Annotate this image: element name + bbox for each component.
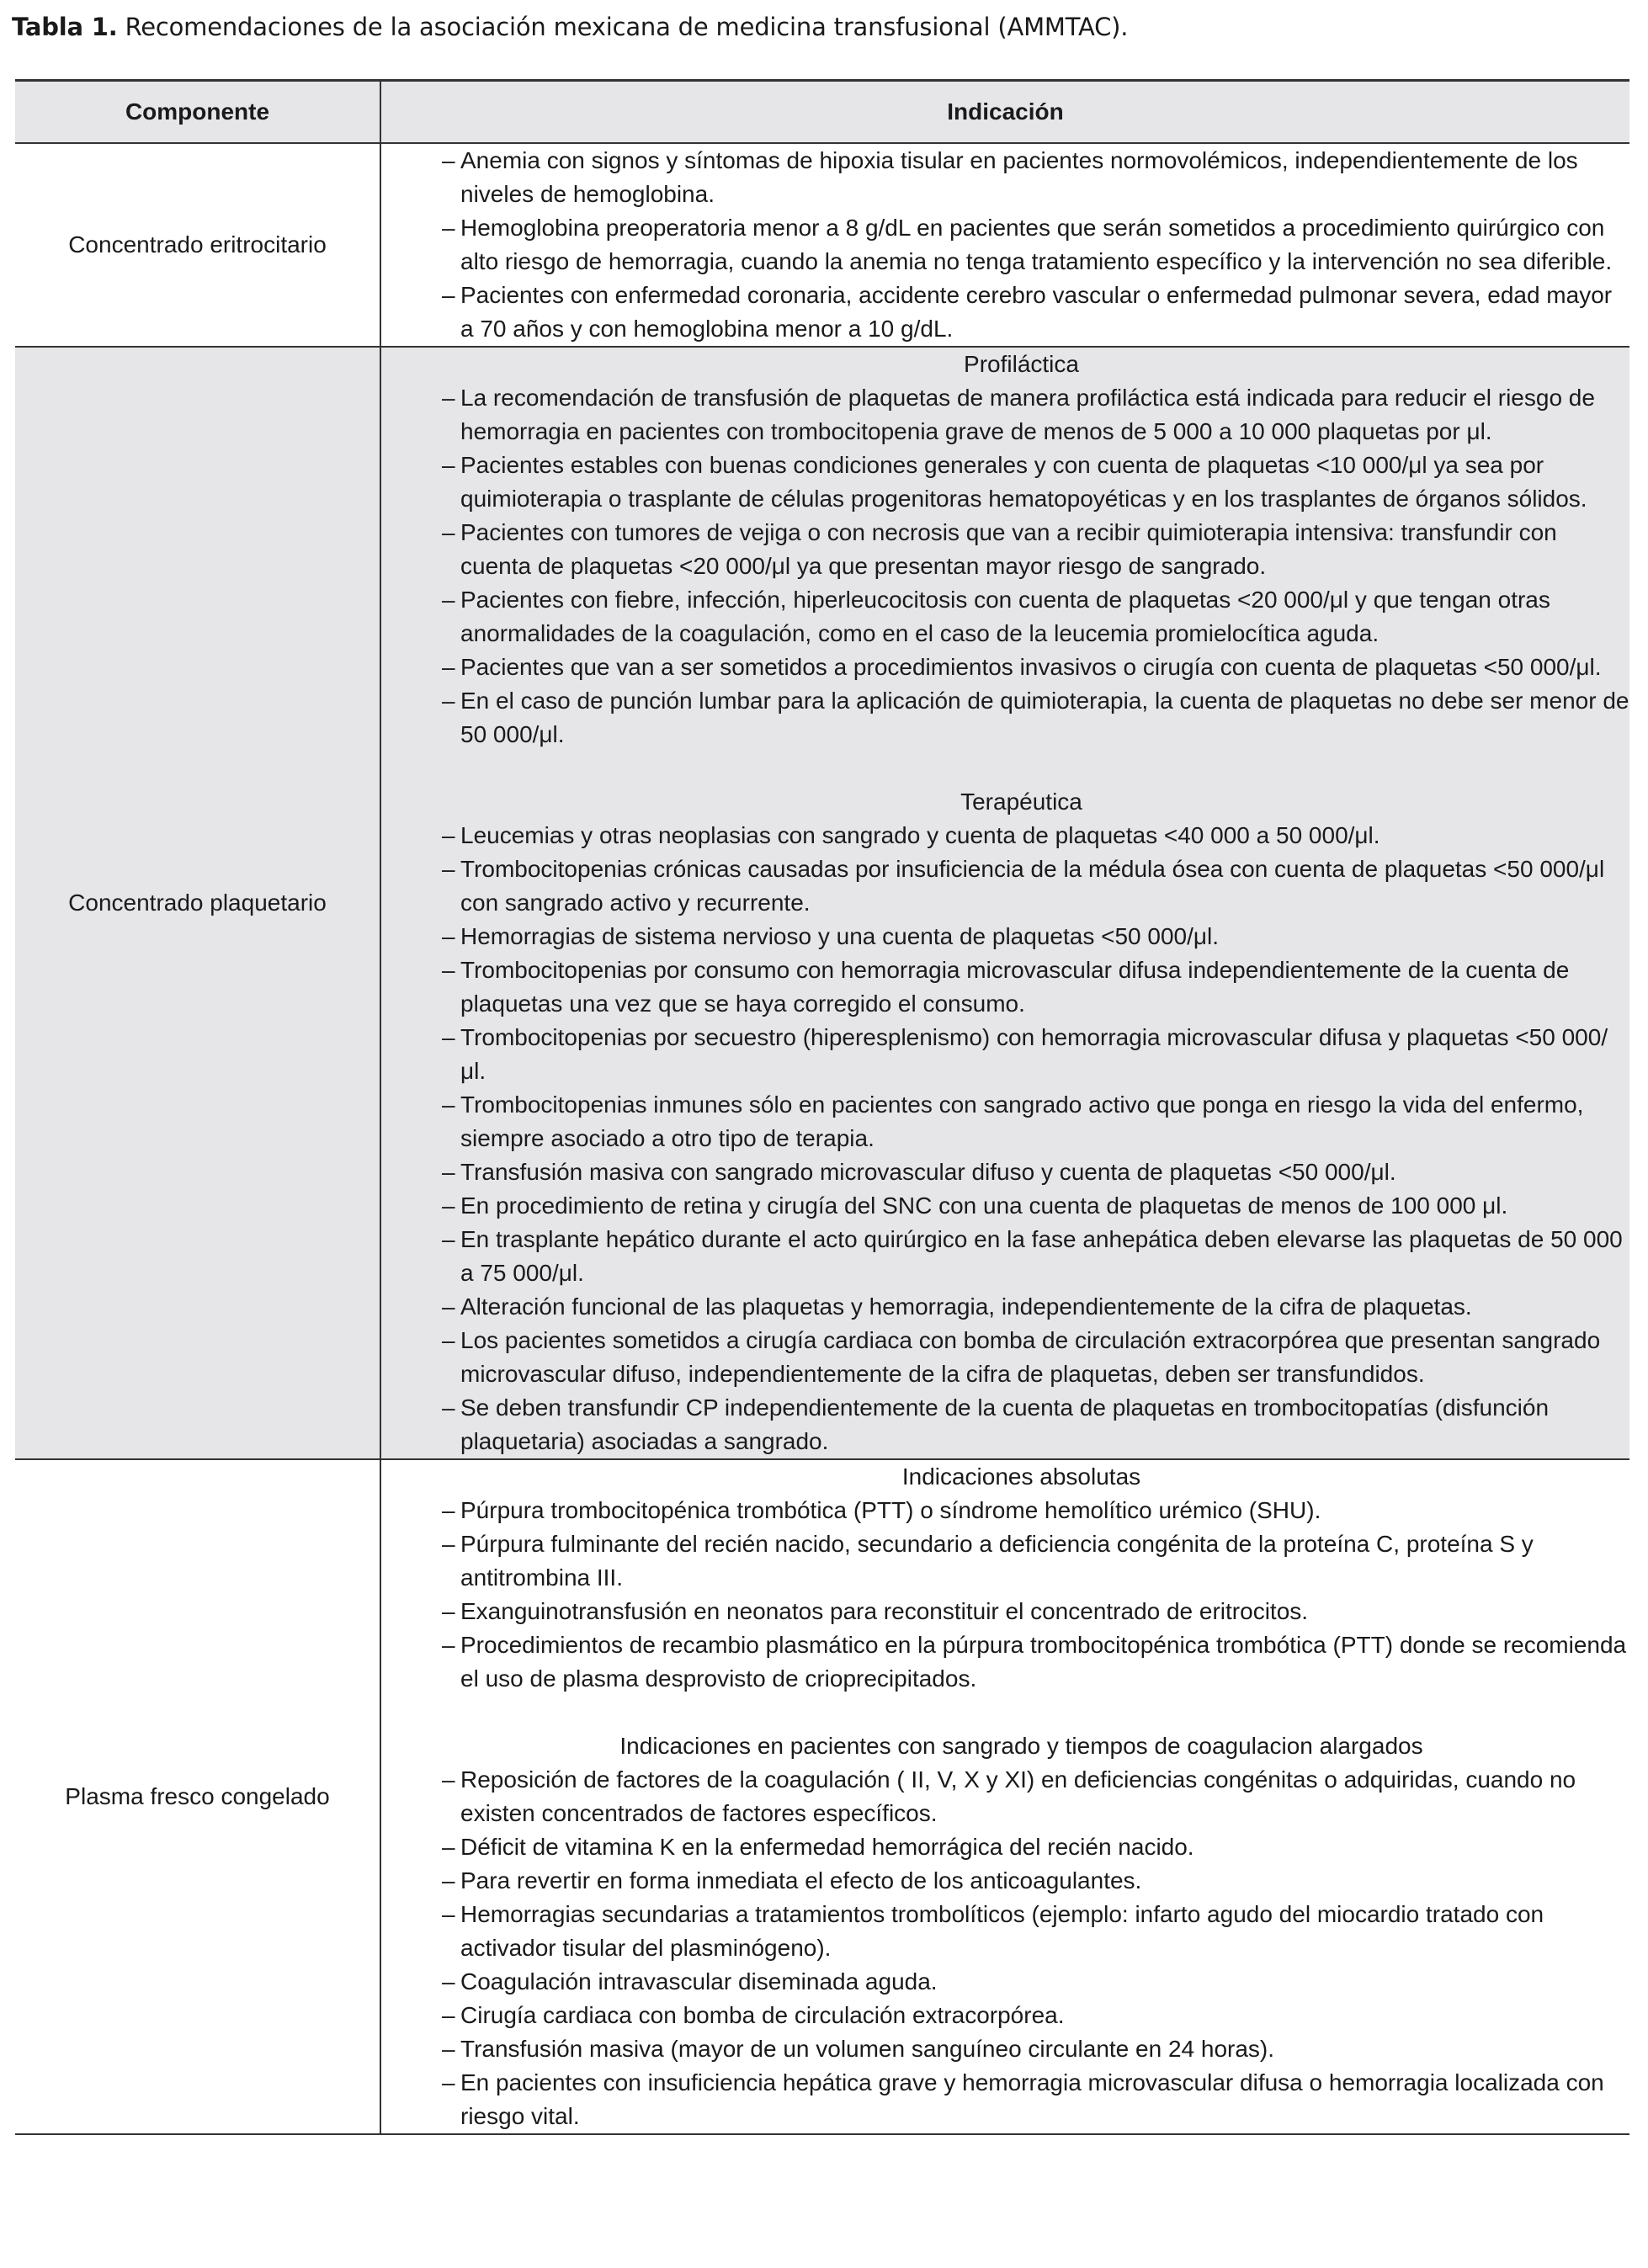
bullet-dash: – [442, 452, 455, 478]
indication-list [381, 381, 1629, 752]
list-item [381, 1391, 1629, 1458]
group-title: Profiláctica [964, 351, 1079, 377]
item-text: Alteración funcional de las plaquetas y hemorragia, independientemente de la cifra de plaquetas. [460, 1293, 1472, 1320]
list-item [381, 1088, 1629, 1155]
list-item [381, 1864, 1629, 1898]
item-text: Pacientes con tumores de vejiga o con necrosis que van a recibir quimioterapia intensiva: transfundir con cuenta de plaquetas <20 000/μl ya que presentan mayor riesgo de sangrado. [460, 519, 1557, 579]
indication-cell [380, 1459, 1629, 2134]
indication-cell [380, 347, 1629, 1459]
indication-list [381, 1494, 1629, 1696]
list-item [381, 1965, 1629, 1999]
bullet-dash: – [442, 923, 455, 949]
list-item [381, 1155, 1629, 1189]
group-title: Indicaciones en pacientes con sangrado y tiempos de coagulacion alargados [619, 1733, 1423, 1759]
indication-list [381, 1763, 1629, 2133]
list-item [381, 684, 1629, 752]
bullet-dash: – [442, 2069, 455, 2095]
indication-cell [380, 143, 1629, 347]
list-item [381, 819, 1629, 852]
item-text: Reposición de factores de la coagulación ( II, V, X y XI) en deficiencias congénitas o adquiridas, cuando no existen concentrados de factores específicos. [460, 1766, 1576, 1826]
item-text: Para revertir en forma inmediata el efecto de los anticoagulantes. [460, 1867, 1142, 1894]
bullet-dash: – [442, 1632, 455, 1658]
item-text: Transfusión masiva (mayor de un volumen sanguíneo circulante en 24 horas). [460, 2036, 1275, 2062]
list-item [381, 583, 1629, 651]
list-item [381, 920, 1629, 953]
indication-group [381, 348, 1629, 752]
group-title: Terapéutica [960, 789, 1082, 815]
item-text: Los pacientes sometidos a cirugía cardiaca con bomba de circulación extracorpórea que presentan sangrado microvascular difuso, independientemente de la cifra de plaquetas, deben ser transfundidos. [460, 1327, 1601, 1387]
list-item [381, 1021, 1629, 1088]
indication-list [381, 819, 1629, 1458]
table-body [15, 143, 1629, 2134]
bullet-dash: – [442, 1598, 455, 1624]
item-text: Anemia con signos y síntomas de hipoxia tisular en pacientes normovolémicos, independientemente de los niveles de hemoglobina. [460, 147, 1578, 207]
list-item [381, 1763, 1629, 1830]
bullet-dash: – [442, 215, 455, 241]
list-item [381, 381, 1629, 449]
list-item [381, 1290, 1629, 1324]
list-item [381, 1223, 1629, 1290]
item-text: Púrpura fulminante del recién nacido, secundario a deficiencia congénita de la proteína C, proteína S y antitrombina III. [460, 1531, 1534, 1591]
caption-label: Tabla 1. [12, 13, 118, 41]
list-item [381, 2066, 1629, 2133]
indication-group [381, 1460, 1629, 1696]
item-text: En procedimiento de retina y cirugía del SNC con una cuenta de plaquetas de menos de 100 000 μl. [460, 1192, 1508, 1219]
list-item [381, 1494, 1629, 1527]
bullet-dash: – [442, 1766, 455, 1793]
bullet-dash: – [442, 1226, 455, 1252]
list-item [381, 1830, 1629, 1864]
bullet-dash: – [442, 957, 455, 983]
item-text: Leucemias y otras neoplasias con sangrado y cuenta de plaquetas <40 000 a 50 000/μl. [460, 822, 1380, 848]
indication-group [381, 144, 1629, 346]
list-item [381, 1189, 1629, 1223]
bullet-dash: – [442, 2036, 455, 2062]
bullet-dash: – [442, 587, 455, 613]
bullet-dash: – [442, 856, 455, 882]
recommendations-table [15, 79, 1629, 2135]
bullet-dash: – [442, 1867, 455, 1894]
item-text: Púrpura trombocitopénica trombótica (PTT) o síndrome hemolítico urémico (SHU). [460, 1497, 1321, 1523]
component-cell: Concentrado plaquetario [15, 347, 380, 1459]
indication-group [381, 785, 1629, 1458]
list-item [381, 279, 1629, 346]
item-text: Trombocitopenias crónicas causadas por insuficiencia de la médula ósea con cuenta de plaquetas <50 000/μl con sangrado activo y recurrente. [460, 856, 1605, 916]
list-item [381, 449, 1629, 516]
indication-group [381, 1729, 1629, 2133]
bullet-dash: – [442, 1497, 455, 1523]
bullet-dash: – [442, 1531, 455, 1557]
item-text: Hemorragias de sistema nervioso y una cuenta de plaquetas <50 000/μl. [460, 923, 1220, 949]
item-text: La recomendación de transfusión de plaquetas de manera profiláctica está indicada para reducir el riesgo de hemorragia en pacientes con trombocitopenia grave de menos de 5 000 a 10 000 plaquetas por μl. [460, 385, 1595, 444]
item-text: Trombocitopenias por consumo con hemorragia microvascular difusa independientemente de la cuenta de plaquetas una vez que se haya corregido el consumo. [460, 957, 1570, 1017]
bullet-dash: – [442, 147, 455, 173]
list-item [381, 1898, 1629, 1965]
bullet-dash: – [442, 1327, 455, 1353]
item-text: Hemoglobina preoperatoria menor a 8 g/dL en pacientes que serán sometidos a procedimiento quirúrgico con alto riesgo de hemorragia, cuando la anemia no tenga tratamiento específico y la intervención no sea diferible. [460, 215, 1613, 274]
header-indication: Indicación [380, 81, 1629, 144]
item-text: Pacientes con enfermedad coronaria, accidente cerebro vascular o enfermedad pulmonar severa, edad mayor a 70 años y con hemoglobina menor a 10 g/dL. [460, 282, 1613, 342]
list-item [381, 1999, 1629, 2032]
header-component: Componente [15, 81, 380, 144]
item-text: En pacientes con insuficiencia hepática grave y hemorragia microvascular difusa o hemorragia localizada con riesgo vital. [460, 2069, 1604, 2129]
item-text: Coagulación intravascular diseminada aguda. [460, 1968, 938, 1994]
bullet-dash: – [442, 2002, 455, 2028]
table-row [15, 143, 1629, 347]
list-item [381, 852, 1629, 920]
item-text: Pacientes que van a ser sometidos a procedimientos invasivos o cirugía con cuenta de plaquetas <50 000/μl. [460, 654, 1602, 680]
bullet-dash: – [442, 654, 455, 680]
table-caption [12, 8, 1128, 45]
list-item [381, 211, 1629, 279]
table-row [15, 347, 1629, 1459]
bullet-dash: – [442, 1192, 455, 1219]
bullet-dash: – [442, 1834, 455, 1860]
bullet-dash: – [442, 1394, 455, 1421]
list-item [381, 1324, 1629, 1391]
bullet-dash: – [442, 385, 455, 411]
group-title: Indicaciones absolutas [901, 1463, 1141, 1490]
bullet-dash: – [442, 1901, 455, 1927]
item-text: Se deben transfundir CP independientemente de la cuenta de plaquetas en trombocitopatías (disfunción plaquetaria) asociadas a sangrado. [460, 1394, 1550, 1454]
bullet-dash: – [442, 519, 455, 545]
item-text: Hemorragias secundarias a tratamientos trombolíticos (ejemplo: infarto agudo del miocardio tratado con activador tisular del plasminógeno). [460, 1901, 1544, 1961]
bullet-dash: – [442, 282, 455, 308]
indication-list [381, 144, 1629, 346]
bullet-dash: – [442, 1159, 455, 1185]
bullet-dash: – [442, 688, 455, 714]
item-text: En el caso de punción lumbar para la aplicación de quimioterapia, la cuenta de plaquetas no debe ser menor de 50 000/μl. [460, 688, 1629, 747]
bullet-dash: – [442, 1293, 455, 1320]
item-text: Exanguinotransfusión en neonatos para reconstituir el concentrado de eritrocitos. [460, 1598, 1309, 1624]
bullet-dash: – [442, 822, 455, 848]
list-item [381, 1595, 1629, 1628]
item-text: Procedimientos de recambio plasmático en la púrpura trombocitopénica trombótica (PTT) donde se recomienda el uso de plasma desprovisto de crioprecipitados. [460, 1632, 1627, 1692]
caption-text: Recomendaciones de la asociación mexicana de medicina transfusional (AMMTAC). [125, 13, 1129, 41]
table-header-row [15, 81, 1629, 144]
item-text: Cirugía cardiaca con bomba de circulación extracorpórea. [460, 2002, 1065, 2028]
item-text: Trombocitopenias inmunes sólo en pacientes con sangrado activo que ponga en riesgo la vida del enfermo, siempre asociado a otro tipo de terapia. [460, 1092, 1584, 1151]
bullet-dash: – [442, 1968, 455, 1994]
bullet-dash: – [442, 1092, 455, 1118]
list-item [381, 1628, 1629, 1696]
bullet-dash: – [442, 1024, 455, 1050]
component-cell: Plasma fresco congelado [15, 1459, 380, 2134]
component-cell: Concentrado eritrocitario [15, 143, 380, 347]
item-text: Déficit de vitamina K en la enfermedad hemorrágica del recién nacido. [460, 1834, 1194, 1860]
item-text: Transfusión masiva con sangrado microvascular difuso y cuenta de plaquetas <50 000/μl. [460, 1159, 1396, 1185]
item-text: Pacientes con fiebre, infección, hiperleucocitosis con cuenta de plaquetas <20 000/μl y que tengan otras anormalidades de la coagulación, como en el caso de la leucemia promielocítica aguda. [460, 587, 1550, 646]
list-item [381, 953, 1629, 1021]
list-item [381, 651, 1629, 684]
item-text: Pacientes estables con buenas condiciones generales y con cuenta de plaquetas <10 000/μl ya sea por quimioterapia o trasplante de células progenitoras hematopoyéticas y en los trasplantes de órganos sólidos. [460, 452, 1587, 512]
list-item [381, 2032, 1629, 2066]
item-text: Trombocitopenias por secuestro (hiperesplenismo) con hemorragia microvascular difusa y plaquetas <50 000/μl. [460, 1024, 1608, 1084]
list-item [381, 144, 1629, 211]
table-row [15, 1459, 1629, 2134]
list-item [381, 516, 1629, 583]
item-text: En trasplante hepático durante el acto quirúrgico en la fase anhepática deben elevarse las plaquetas de 50 000 a 75 000/μl. [460, 1226, 1623, 1286]
list-item [381, 1527, 1629, 1595]
